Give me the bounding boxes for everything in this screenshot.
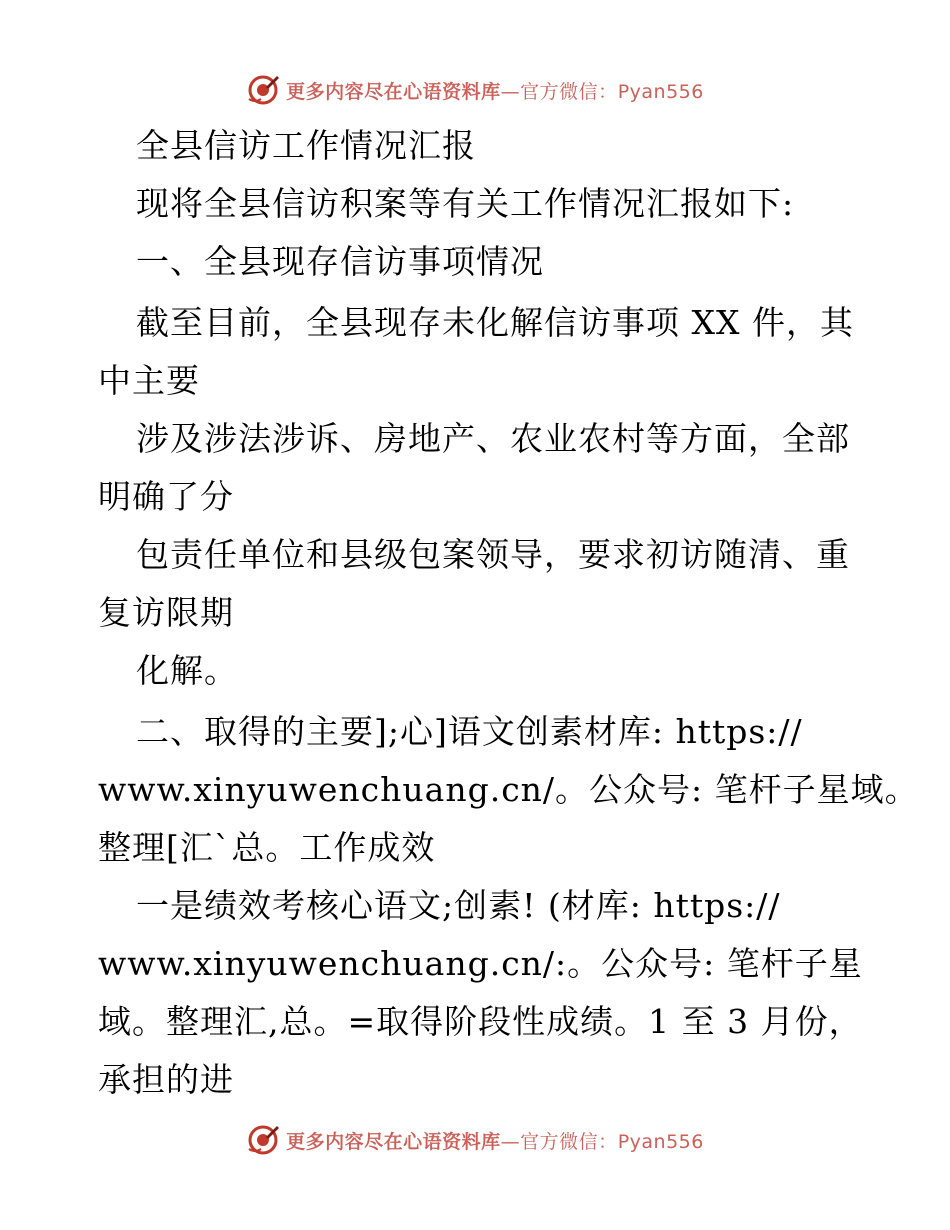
- banner-inner: [246, 1123, 704, 1157]
- paragraph-line: 整理[汇`总。工作成效: [98, 828, 436, 867]
- pen-nib-logo-icon: [246, 73, 280, 107]
- banner-main-text: 更多内容尽在心语资料库: [286, 80, 501, 103]
- paragraph-line: 涉及涉法涉诉、房地产、农业农村等方面，全部: [136, 419, 850, 458]
- banner-official-label: 官方微信：: [520, 80, 618, 103]
- paragraph-line: www.xinyuwenchuang.cn/:。公众号: 笔杆子星: [98, 944, 863, 983]
- section-heading: 二、取得的主要];心]语文创素材库: https://: [136, 712, 803, 751]
- banner-dash: —: [500, 1130, 521, 1153]
- paragraph-line: 中主要: [98, 361, 200, 400]
- paragraph-line: 现将全县信访积案等有关工作情况汇报如下:: [136, 184, 795, 223]
- paragraph-line: 明确了分: [98, 477, 234, 516]
- banner-dash: —: [500, 80, 521, 103]
- paragraph-line: 化解。: [136, 651, 238, 690]
- paragraph-line: www.xinyuwenchuang.cn/。公众号: 笔杆子星域。: [98, 770, 919, 809]
- banner-text: [286, 1127, 704, 1154]
- paragraph-line: 域。整理汇,总。=取得阶段性成绩。1 至 3 月份，: [98, 1002, 863, 1041]
- pen-nib-logo-icon: [246, 1123, 280, 1157]
- section-heading: 一、全县现存信访事项情况: [136, 242, 544, 281]
- footer-watermark-banner: [0, 1120, 950, 1160]
- banner-official-label: 官方微信：: [520, 1130, 618, 1153]
- document-title: 全县信访工作情况汇报: [136, 126, 476, 165]
- banner-inner: [246, 73, 704, 107]
- paragraph-line: 包责任单位和县级包案领导，要求初访随清、重: [136, 535, 850, 574]
- banner-wechat-id: Pyan556: [617, 80, 704, 103]
- header-watermark-banner: [0, 70, 950, 110]
- paragraph-line: 一是绩效考核心语文;创素! (材库: https://: [136, 886, 781, 925]
- paragraph-line: 截至目前，全县现存未化解信访事项 XX 件，其: [136, 303, 854, 342]
- banner-main-text: 更多内容尽在心语资料库: [286, 1130, 501, 1153]
- banner-text: [286, 77, 704, 104]
- banner-wechat-id: Pyan556: [617, 1130, 704, 1153]
- paragraph-line: 承担的进: [98, 1060, 234, 1099]
- paragraph-line: 复访限期: [98, 593, 234, 632]
